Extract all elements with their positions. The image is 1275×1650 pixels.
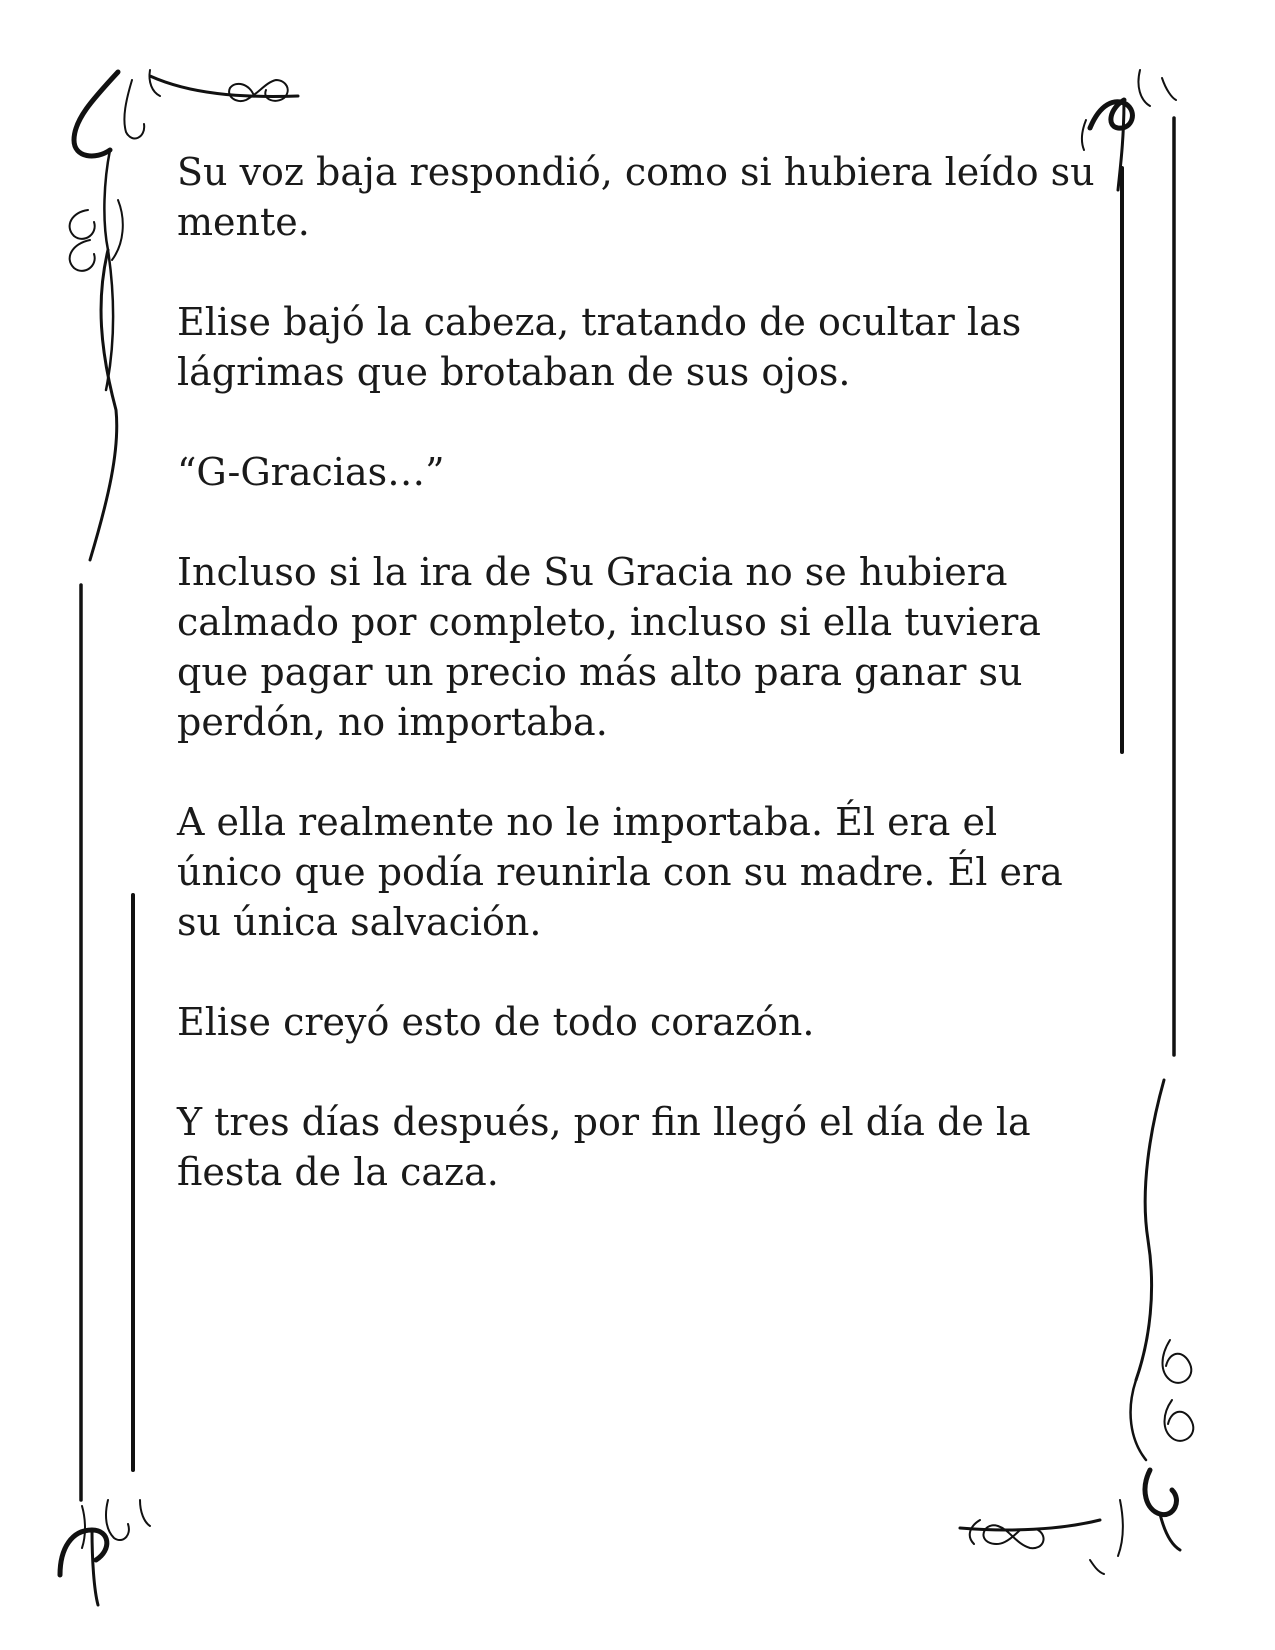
document-body xyxy=(177,147,1097,1247)
paragraph-1: Su voz baja respondió, como si hubiera leído su mente. xyxy=(177,150,1095,244)
paragraph-3: “G-Gracias…” xyxy=(177,450,445,494)
paragraph-2: Elise bajó la cabeza, tratando de ocultar las lágrimas que brotaban de sus ojos. xyxy=(177,300,1022,394)
bottom-left-flourish xyxy=(60,1500,150,1605)
paragraph-6: Elise creyó esto de todo corazón. xyxy=(177,1000,815,1044)
paragraph-7: Y tres días después, por fin llegó el día de la fiesta de la caza. xyxy=(177,1100,1031,1194)
paragraph-5: A ella realmente no le importaba. Él era el único que podía reunirla con su madre. Él era su única salvación. xyxy=(177,800,1063,944)
paragraph-4: Incluso si la ira de Su Gracia no se hubiera calmado por completo, incluso si ella tuviera que pagar un precio más alto para ganar su perdón, no importaba. xyxy=(177,550,1041,744)
